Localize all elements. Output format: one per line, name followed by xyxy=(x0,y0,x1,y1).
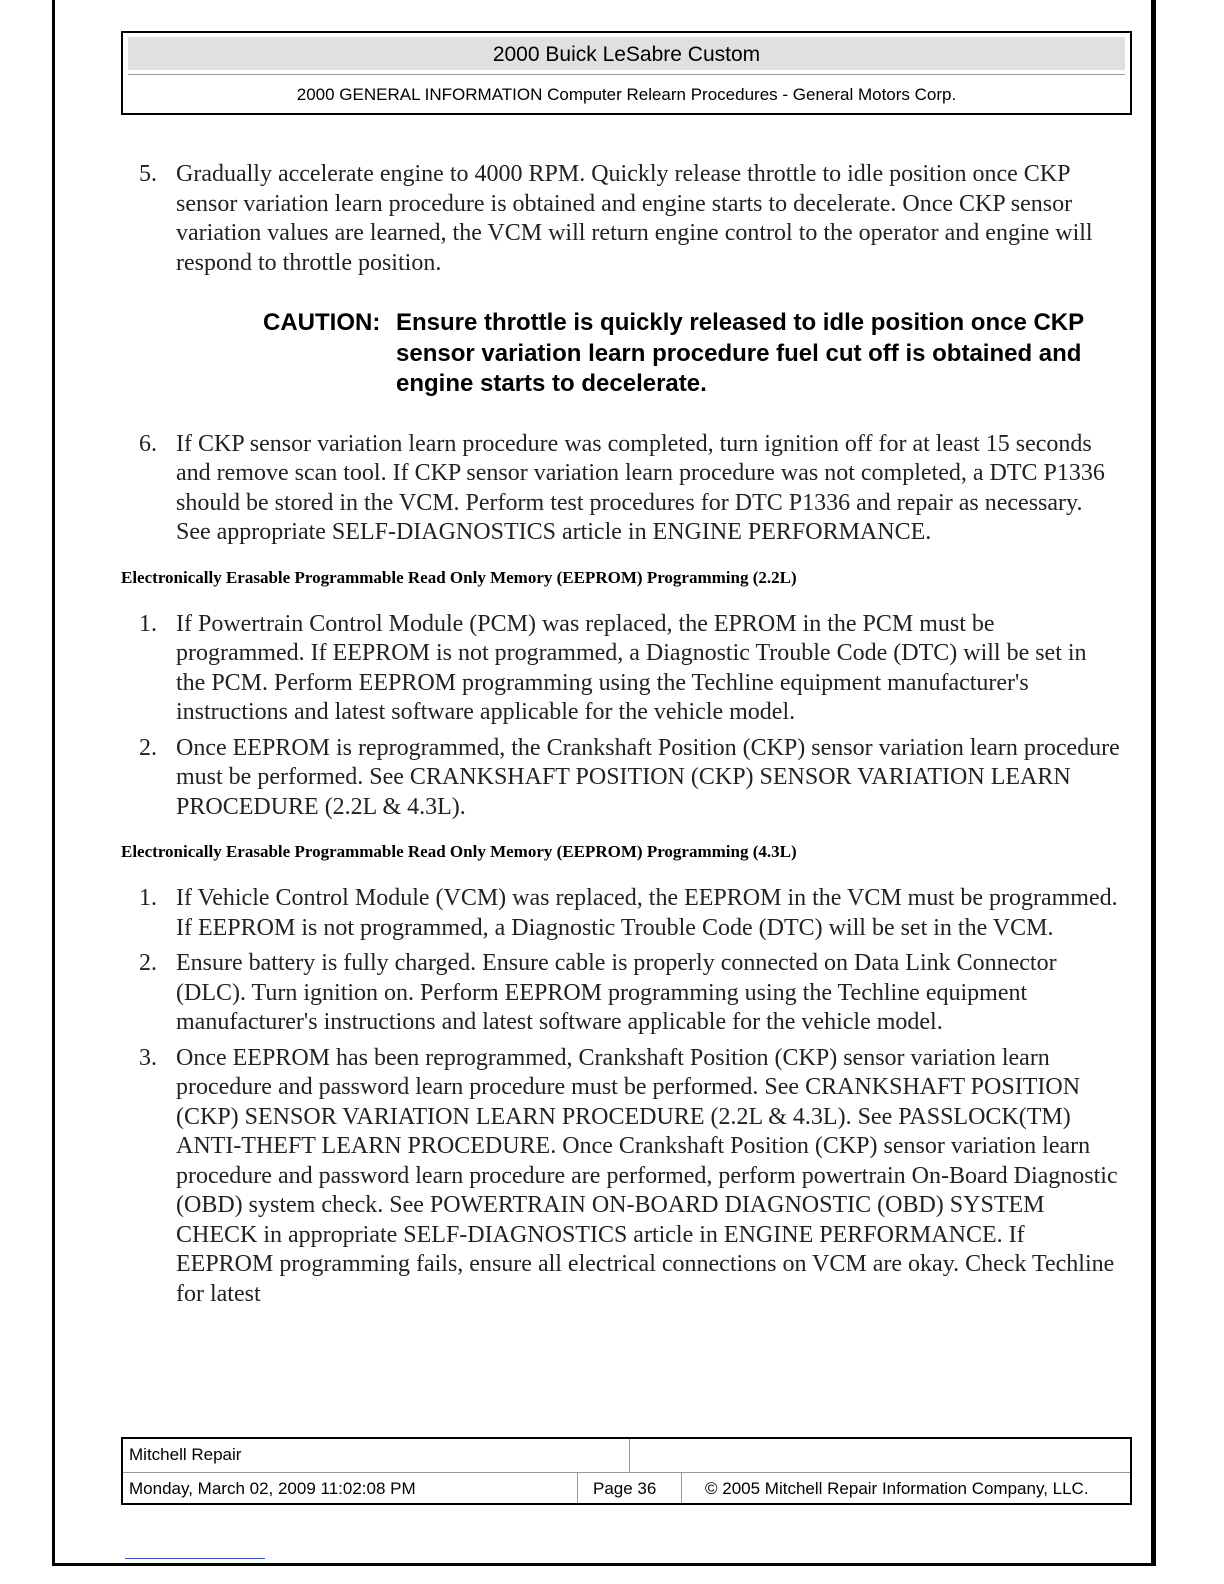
document-body xyxy=(121,160,1121,1309)
list-item xyxy=(121,1044,1121,1310)
list-item xyxy=(121,430,1121,548)
section-heading-eeprom-2-2l: Electronically Erasable Programmable Read Only Memory (EEPROM) Programming (2.2L) xyxy=(121,567,797,587)
footer-divider xyxy=(681,1473,682,1503)
step-text: If Powertrain Control Module (PCM) was replaced, the EPROM in the PCM must be programmed. If EEPROM is not programmed, a Diagnostic Trouble Code (DTC) will be set in the PCM. Perform EEPROM programming using the Techline equipment manufacturer's instructions and latest software applicable for the vehicle model. xyxy=(176,610,1087,725)
section-heading-eeprom-4-3l: Electronically Erasable Programmable Read Only Memory (EEPROM) Programming (4.3L) xyxy=(121,842,797,861)
document-subtitle: 2000 GENERAL INFORMATION Computer Relearn Procedures - General Motors Corp. xyxy=(128,74,1125,110)
step-number: 6. xyxy=(139,430,157,457)
caution-text: Ensure throttle is quickly released to idle position once CKP sensor variation learn procedure fuel cut off is obtained and engine starts to decelerate. xyxy=(396,309,1084,397)
procedure-list-continued xyxy=(121,160,1121,278)
step-number: 2. xyxy=(139,734,157,761)
document-footer xyxy=(121,1437,1132,1505)
footer-divider xyxy=(577,1473,578,1503)
footer-copyright: © 2005 Mitchell Repair Information Company, LLC. xyxy=(705,1479,1089,1498)
step-text: If Vehicle Control Module (VCM) was replaced, the EEPROM in the VCM must be programmed. If EEPROM is not programmed, a Diagnostic Trouble Code (DTC) will be set in the VCM. xyxy=(176,885,1118,941)
bottom-rule xyxy=(125,1558,265,1559)
footer-company: Mitchell Repair xyxy=(129,1445,242,1464)
step-number: 1. xyxy=(139,610,157,637)
procedure-list-eeprom-2-2l xyxy=(121,610,1121,823)
step-text: If CKP sensor variation learn procedure was completed, turn ignition off for at least 15 seconds and remove scan tool. If CKP sensor variation learn procedure was not completed, a DTC P1336 should be stored in the VCM. Perform test procedures for DTC P1336 and repair as necessary. See appropriate SELF-DIAGNOSTICS article in ENGINE PERFORMANCE. xyxy=(176,430,1105,545)
list-item xyxy=(121,610,1121,728)
step-text: Ensure battery is fully charged. Ensure cable is properly connected on Data Link Connector (DLC). Turn ignition on. Perform EEPROM programming using the Techline equipment manufacturer's instructions and latest software applicable for the vehicle model. xyxy=(176,950,1057,1035)
step-text: Once EEPROM has been reprogrammed, Crankshaft Position (CKP) sensor variation learn procedure and password learn procedure must be performed. See CRANKSHAFT POSITION (CKP) SENSOR VARIATION LEARN PROCEDURE (2.2L & 4.3L). See PASSLOCK(TM) ANTI-THEFT LEARN PROCEDURE. Once Crankshaft Position (CKP) sensor variation learn procedure and password learn procedure are performed, perform powertrain On-Board Diagnostic (OBD) system check. See POWERTRAIN ON-BOARD DIAGNOSTIC (OBD) SYSTEM CHECK in appropriate SELF-DIAGNOSTICS article in ENGINE PERFORMANCE. If EEPROM programming fails, ensure all electrical connections on VCM are okay. Check Techline for latest xyxy=(176,1044,1118,1307)
footer-datetime: Monday, March 02, 2009 11:02:08 PM xyxy=(129,1479,416,1498)
list-item xyxy=(121,734,1121,823)
step-number: 3. xyxy=(139,1044,157,1071)
list-item xyxy=(121,160,1121,278)
step-text: Gradually accelerate engine to 4000 RPM. Quickly release throttle to idle position once CKP sensor variation learn procedure is obtained and engine starts to decelerate. Once CKP sensor variation values are learned, the VCM will return engine control to the operator and engine will respond to throttle position. xyxy=(176,161,1093,276)
caution-note xyxy=(263,308,1121,400)
document-header xyxy=(121,31,1132,115)
list-item xyxy=(121,949,1121,1038)
step-number: 1. xyxy=(139,885,157,911)
vehicle-title: 2000 Buick LeSabre Custom xyxy=(128,37,1125,70)
step-number: 5. xyxy=(139,161,157,187)
list-item xyxy=(121,884,1121,943)
footer-row-top xyxy=(123,1439,1130,1473)
caution-label: CAUTION: xyxy=(263,309,381,336)
step-number: 2. xyxy=(139,950,157,976)
procedure-list-eeprom-4-3l xyxy=(121,884,1121,1309)
footer-page-number: Page 36 xyxy=(593,1479,657,1498)
footer-divider xyxy=(629,1439,630,1472)
step-text: Once EEPROM is reprogrammed, the Crankshaft Position (CKP) sensor variation learn procedure must be performed. See CRANKSHAFT POSITION (CKP) SENSOR VARIATION LEARN PROCEDURE (2.2L & 4.3L). xyxy=(176,734,1120,820)
procedure-list-continued-2 xyxy=(121,430,1121,548)
